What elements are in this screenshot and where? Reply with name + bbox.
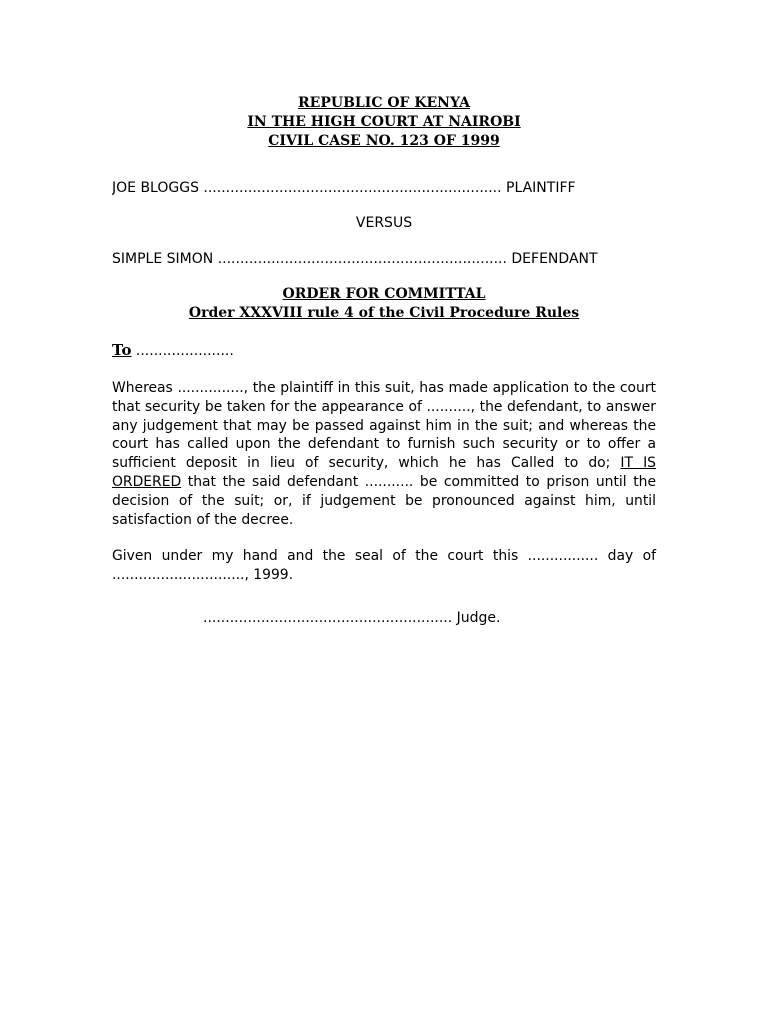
- plaintiff-dots: ...................................................................: [203, 180, 502, 196]
- given-under-paragraph: Given under my hand and the seal of the court this ................ day of .............................., 1999.: [112, 548, 656, 584]
- header-case-number: CIVIL CASE NO. 123 OF 1999: [268, 133, 500, 149]
- plaintiff-role: PLAINTIFF: [506, 180, 576, 196]
- court-header: [112, 94, 656, 151]
- body-text-part2: that the said defendant ........... be committed to prison until the decision of the suit; or, if judgement be pronounced against him, until satisfaction of the decree.: [112, 473, 656, 528]
- defendant-dots: .................................................................: [217, 251, 507, 267]
- defendant-role: DEFENDANT: [511, 251, 598, 267]
- document-page: [112, 94, 656, 585]
- addressee-dots: ......................: [135, 343, 234, 359]
- body-text-part1: Whereas ..............., the plaintiff in this suit, has made application to the court that security be taken for the appearance of .........., the defendant, to answer any judgement that may be passed against him in the suit; and whereas the court has called upon the defendant to furnish such security or to offer a sufficient deposit in lieu of security, which he has Called to do;: [112, 380, 656, 472]
- addressee-label: To: [112, 341, 132, 359]
- it-is-ordered-emphasis: IT IS ORDERED: [112, 455, 656, 490]
- plaintiff-name: JOE BLOGGS: [112, 180, 199, 196]
- defendant-name: SIMPLE SIMON: [112, 251, 214, 267]
- order-title: ORDER FOR COMMITTAL: [282, 286, 486, 302]
- header-republic: REPUBLIC OF KENYA: [298, 95, 470, 111]
- judge-signature-line: ........................................................ Judge.: [203, 610, 501, 626]
- versus-label: VERSUS: [355, 215, 413, 231]
- order-body-paragraph: [112, 379, 656, 529]
- header-court: IN THE HIGH COURT AT NAIROBI: [247, 114, 521, 130]
- order-heading: [112, 285, 656, 323]
- plaintiff-line: [112, 179, 656, 198]
- defendant-line: [112, 250, 656, 269]
- addressee-line: [112, 341, 656, 361]
- order-subtitle: Order XXXVIII rule 4 of the Civil Procedure Rules: [188, 305, 580, 321]
